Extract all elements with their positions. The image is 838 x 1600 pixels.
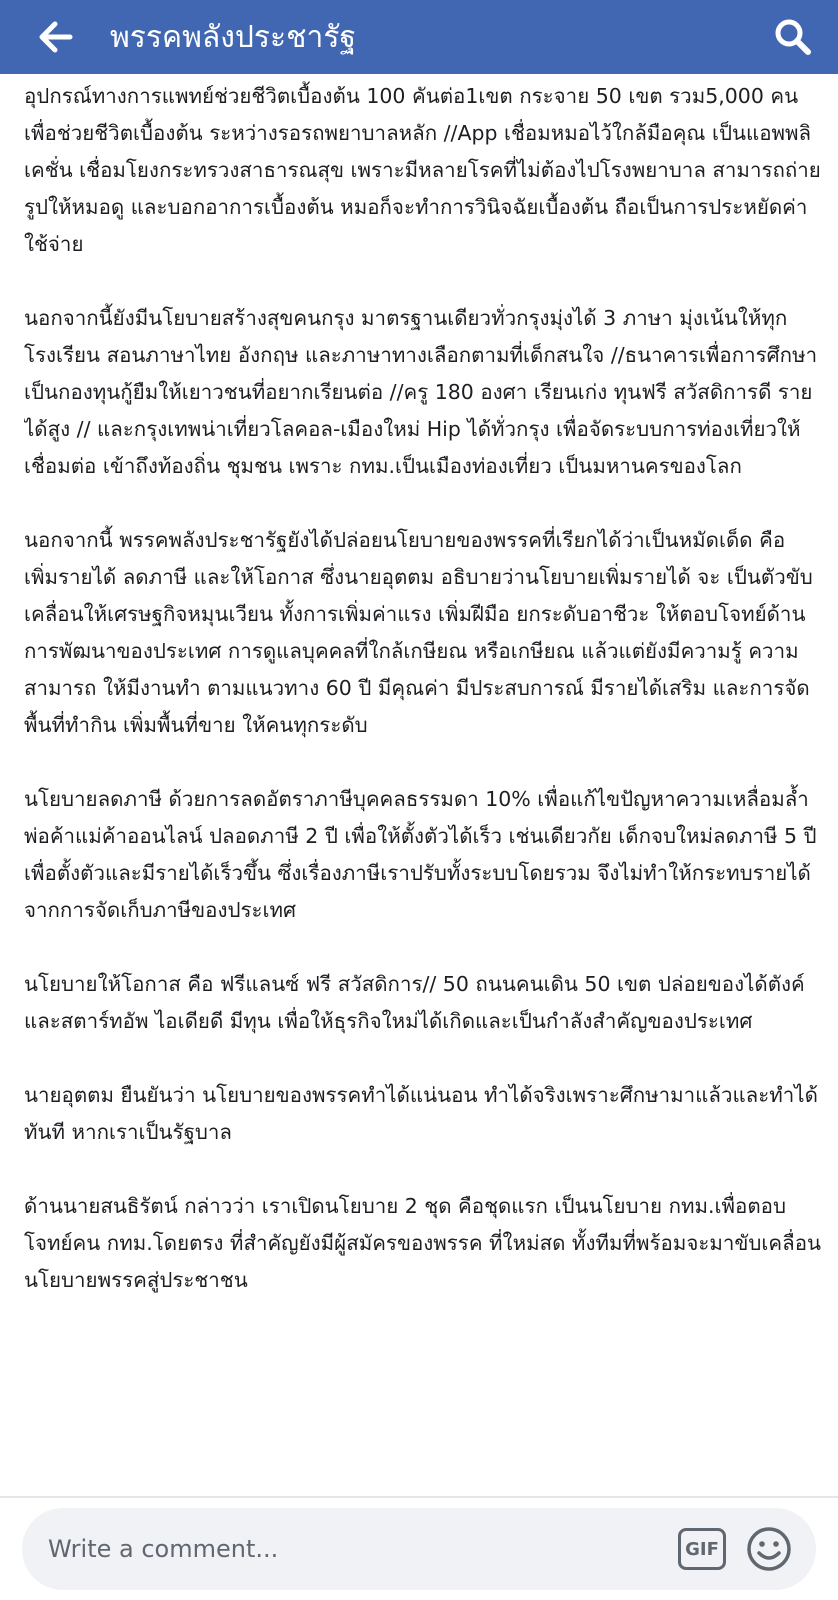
gif-button[interactable]: GIF <box>678 1528 726 1570</box>
comment-box[interactable] <box>22 1508 816 1590</box>
emoji-button[interactable] <box>744 1524 794 1574</box>
search-button[interactable] <box>748 0 838 74</box>
post-paragraph: อุปกรณ์ทางการแพทย์ช่วยชีวิตเบื้องต้น 100 คันต่อ1เขต กระจาย 50 เขต รวม5,000 คนเพื่อช่วยชีวิตเบื้องต้น ระหว่างรอรถพยาบาลหลัก //App เชื่อมหมอไว้ใกล้มือคุณ เป็นแอพพลิเคชั่น เชื่อมโยงกระทรวงสาธารณสุข เพราะมีหลายโรคที่ไม่ต้องไปโรงพยาบาล สามารถถ่ายรูปให้หมอดู และบอกอาการเบื้องต้น หมอก็จะทำการวินิจฉัยเบื้องต้น ถือเป็นการประหยัดค่าใช้จ่าย <box>24 84 821 256</box>
arrow-left-icon <box>37 21 73 53</box>
smiley-icon <box>746 1526 792 1572</box>
comment-composer <box>0 1498 838 1600</box>
post-paragraph: นอกจากนี้ยังมีนโยบายสร้างสุขคนกรุง มาตรฐานเดียวทั่วกรุงมุ่งได้ 3 ภาษา มุ่งเน้นให้ทุกโรงเรียน สอนภาษาไทย อังกฤษ และภาษาทางเลือกตามที่เด็กสนใจ //ธนาคารเพื่อการศึกษา เป็นกองทุนกู้ยืมให้เยาวชนที่อยากเรียนต่อ //ครู 180 องศา เรียนเก่ง ทุนฟรี สวัสดิการดี รายได้สูง // และกรุงเทพน่าเที่ยวโลคอล-เมืองใหม่ Hip ได้ทั่วกรุง เพื่อจัดระบบการท่องเที่ยวให้เชื่อมต่อ เข้าถึงท้องถิ่น ชุมชน เพราะ กทม.เป็นเมืองท่องเที่ยว เป็นมหานครของโลก <box>24 306 818 478</box>
post-paragraph: นโยบายลดภาษี ด้วยการลดอัตราภาษีบุคคลธรรมดา 10% เพื่อแก้ไขปัญหาความเหลื่อมล้ำ พ่อค้าแม่ค้าออนไลน์ ปลอดภาษี 2 ปี เพื่อให้ตั้งตัวได้เร็ว เช่นเดียวกัย เด็กจบใหม่ลดภาษี 5 ปี เพื่อตั้งตัวและมีรายได้เร็วขึ้น ซึ่งเรื่องภาษีเราปรับทั้งระบบโดยรวม จึงไม่ทำให้กระทบรายได้จากการจัดเก็บภาษีของประเทศ <box>24 787 817 922</box>
page-title: พรรคพลังประชารัฐ <box>110 19 357 55</box>
top-app-bar <box>0 0 838 74</box>
post-body <box>24 78 824 1496</box>
post-paragraph: นโยบายให้โอกาส คือ ฟรีแลนซ์ ฟรี สวัสดิการ// 50 ถนนคนเดิน 50 เขต ปล่อยของได้ตังค์ และสตาร์ทอัพ ไอเดียดี มีทุน เพื่อให้ธุรกิจใหม่ได้เกิดและเป็นกำลังสำคัญของประเทศ <box>24 972 805 1033</box>
back-button[interactable] <box>0 0 110 74</box>
comment-input[interactable] <box>48 1519 678 1579</box>
post-paragraph: นายอุตตม ยืนยันว่า นโยบายของพรรคทำได้แน่นอน ทำได้จริงเพราะศึกษามาแล้วและทำได้ทันที หากเราเป็นรัฐบาล <box>24 1083 818 1144</box>
post-paragraph: ด้านนายสนธิรัตน์ กล่าวว่า เราเปิดนโยบาย 2 ชุด คือชุดแรก เป็นนโยบาย กทม.เพื่อตอบโจทย์คน กทม.โดยตรง ที่สำคัญยังมีผู้สมัครของพรรค ที่ใหม่สด ทั้งทีมที่พร้อมจะมาขับเคลื่อนนโยบายพรรคสู่ประชาชน <box>24 1194 822 1292</box>
search-icon <box>773 17 813 57</box>
post-paragraph: นอกจากนี้ พรรคพลังประชารัฐยังได้ปล่อยนโยบายของพรรคที่เรียกได้ว่าเป็นหมัดเด็ด คือ เพิ่มรายได้ ลดภาษี และให้โอกาส ซึ่งนายอุตตม อธิบายว่านโยบายเพิ่มรายได้ จะ เป็นตัวขับเคลื่อนให้เศรษฐกิจหมุนเวียน ทั้งการเพิ่มค่าแรง เพิ่มฝีมือ ยกระดับอาชีวะ ให้ตอบโจทย์ด้านการพัฒนาของประเทศ การดูแลบุคคลที่ใกล้เกษียณ หรือเกษียณ แล้วแต่ยังมีความรู้ ความสามารถ ให้มีงานทำ ตามแนวทาง 60 ปี มีคุณค่า มีประสบการณ์ มีรายได้เสริม และการจัดพื้นที่ทำกิน เพิ่มพื้นที่ขาย ให้คนทุกระดับ <box>24 528 813 737</box>
